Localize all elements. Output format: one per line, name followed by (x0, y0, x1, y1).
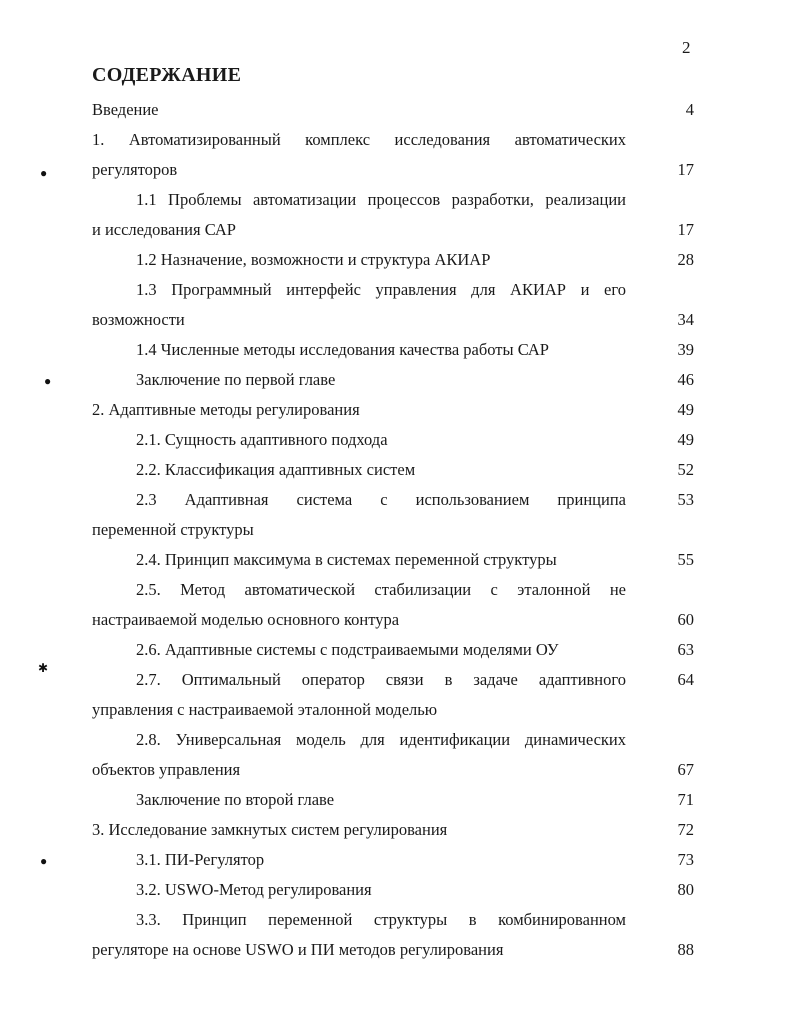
toc-entry-text: настраиваемой моделью основного контура (92, 610, 400, 629)
toc-entry-text: 1.4 Численные методы исследования качества работы САР (136, 340, 549, 359)
toc-entry-text: объектов управления (92, 760, 241, 779)
toc-entry-page: 49 (677, 430, 694, 449)
binding-hole-mark: ● (40, 854, 48, 868)
toc-entry-text: возможности (92, 310, 185, 329)
toc-entry-text: Введение (92, 100, 159, 119)
toc-entry-page: 60 (677, 610, 694, 629)
toc-entry-text: 1. Автоматизированный комплекс исследования автоматических (92, 130, 626, 149)
toc-entry-page: 53 (677, 490, 694, 509)
toc-entry-page: 67 (677, 760, 694, 779)
binding-hole-mark: ● (44, 374, 52, 388)
toc-entry-page: 63 (677, 640, 694, 659)
toc-entry-page: 88 (677, 940, 694, 959)
toc-entry-text: 1.3 Программный интерфейс управления для АКИАР и его (136, 280, 626, 299)
toc-entry-page: 55 (677, 550, 694, 569)
toc-entry-text: 2. Адаптивные методы регулирования (92, 400, 360, 419)
toc-entry-page: 72 (677, 820, 694, 839)
toc-entry-page: 73 (677, 850, 694, 869)
page-number: 2 (682, 38, 691, 57)
toc-entry-text: 2.7. Оптимальный оператор связи в задаче адаптивного (136, 670, 626, 689)
toc-entry-text: 2.3 Адаптивная система с использованием принципа (136, 490, 626, 509)
toc-entry-text: переменной структуры (92, 520, 254, 539)
toc-entry-page: 71 (677, 790, 694, 809)
toc-entry-page: 34 (677, 310, 694, 329)
toc-entry-text: 3.1. ПИ-Регулятор (136, 850, 265, 869)
toc-entry-page: 28 (677, 250, 694, 269)
toc-entry-text: 3.3. Принцип переменной структуры в комбинированном (136, 910, 626, 929)
toc-entry-text: Заключение по первой главе (136, 370, 336, 389)
toc-entry-text: 2.5. Метод автоматической стабилизации с эталонной не (136, 580, 626, 599)
toc-entry-text: 1.2 Назначение, возможности и структура АКИАР (136, 250, 491, 269)
toc-entry-page: 52 (677, 460, 694, 479)
toc-entry-text: 3.2. USWO-Метод регулирования (136, 880, 372, 899)
toc-entry-text: управления с настраиваемой эталонной моделью (92, 700, 438, 719)
toc-entry-text: и исследования САР (92, 220, 236, 239)
toc-entry-text: регуляторе на основе USWO и ПИ методов регулирования (92, 940, 504, 959)
toc-entry-page: 46 (677, 370, 694, 389)
toc-entry-text: 2.4. Принцип максимума в системах переменной структуры (136, 550, 557, 569)
toc-title: СОДЕРЖАНИЕ (92, 64, 242, 86)
toc-entry-page: 17 (677, 220, 694, 239)
toc-entry-text: 2.2. Классификация адаптивных систем (136, 460, 416, 479)
toc-entry-page: 4 (685, 100, 694, 119)
toc-entry-text: регуляторов (92, 160, 178, 179)
toc-entry-page: 64 (677, 670, 694, 689)
binding-hole-mark: ● (40, 166, 48, 180)
binding-hole-mark: ✱ (38, 661, 49, 675)
toc-entry-page: 49 (677, 400, 694, 419)
toc-entry-text: 2.6. Адаптивные системы с подстраиваемыми моделями ОУ (136, 640, 559, 659)
toc-entry-text: Заключение по второй главе (136, 790, 335, 809)
toc-entry-text: 1.1 Проблемы автоматизации процессов разработки, реализации (136, 190, 626, 209)
toc-entry-text: 2.1. Сущность адаптивного подхода (136, 430, 388, 449)
toc-entry-page: 80 (677, 880, 694, 899)
toc-entry-text: 2.8. Универсальная модель для идентификации динамических (136, 730, 626, 749)
toc-entry-text: 3. Исследование замкнутых систем регулирования (92, 820, 448, 839)
toc-entry-page: 39 (677, 340, 694, 359)
toc-entry-page: 17 (677, 160, 694, 179)
